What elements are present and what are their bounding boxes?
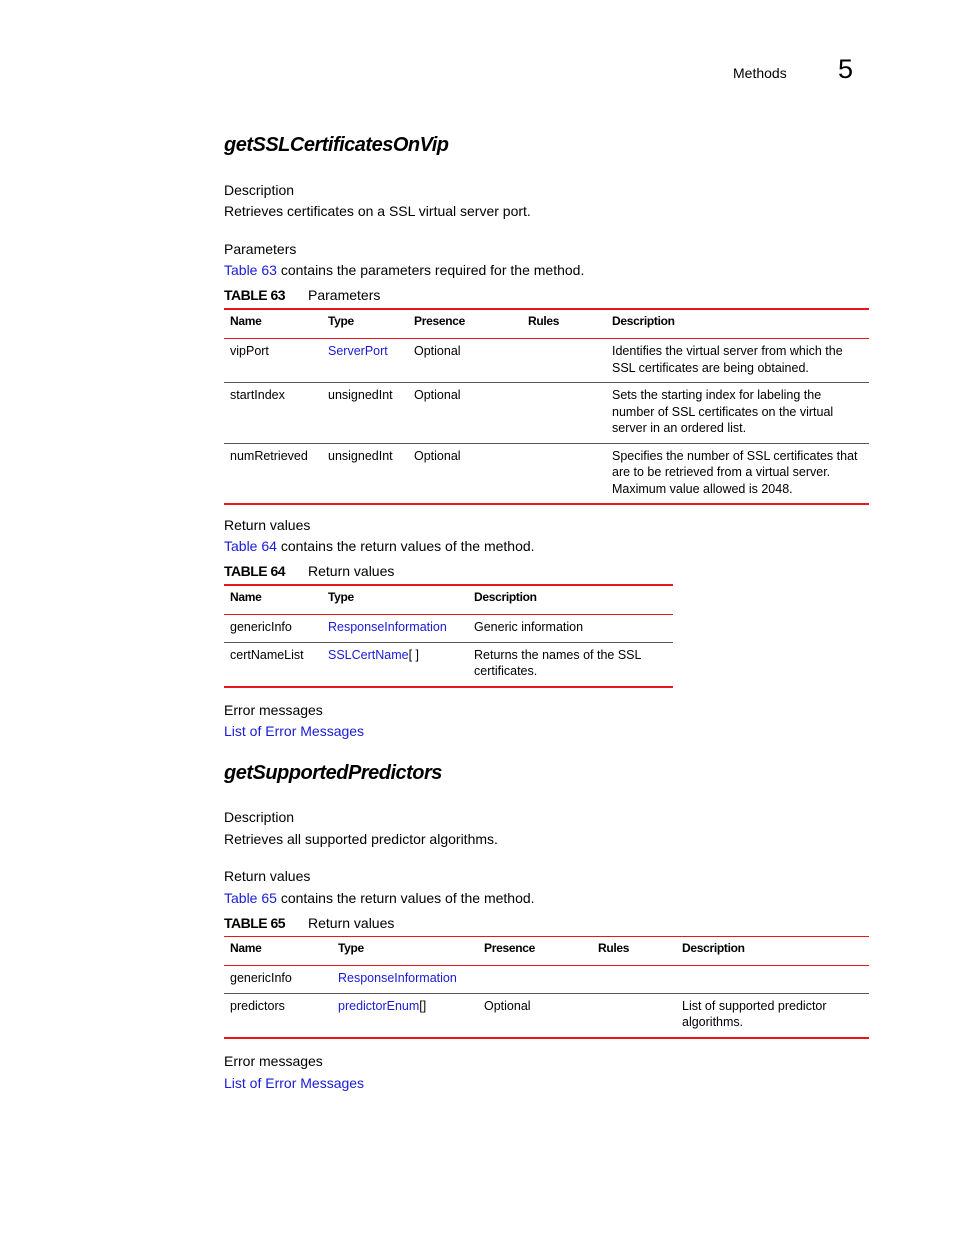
description-heading: Description <box>224 182 295 198</box>
return-rules <box>592 993 676 1038</box>
error-messages-heading: Error messages <box>224 1053 323 1069</box>
param-name: numRetrieved <box>224 443 322 504</box>
column-header: Presence <box>478 937 592 966</box>
table-row <box>224 966 869 994</box>
param-presence: Optional <box>408 339 522 383</box>
method-title: getSupportedPredictors <box>224 762 442 784</box>
param-rules <box>522 339 606 383</box>
param-description: Specifies the number of SSL certificates that are to be retrieved from a virtual server. Maximum value allowed is 2048. <box>606 443 869 504</box>
type-link[interactable]: predictorEnum <box>338 998 420 1013</box>
return-rules <box>592 966 676 994</box>
error-messages-link[interactable]: List of Error Messages <box>224 1075 365 1091</box>
param-name: startIndex <box>224 383 322 444</box>
table-63-caption <box>224 287 381 303</box>
param-rules <box>522 443 606 504</box>
table-65-caption <box>224 915 395 931</box>
return-name: genericInfo <box>224 966 332 994</box>
return-values-intro <box>224 538 535 554</box>
table-label: TABLE 64 <box>224 563 286 579</box>
parameters-table <box>224 308 869 505</box>
table-row <box>224 642 673 687</box>
return-description <box>676 966 869 994</box>
return-description: Generic information <box>468 615 673 643</box>
return-name: certNameList <box>224 642 322 687</box>
return-values-heading: Return values <box>224 868 311 884</box>
table-65-link[interactable]: Table 65 <box>224 890 277 906</box>
method-title: getSSLCertificatesOnVip <box>224 134 449 156</box>
column-header: Rules <box>522 309 606 339</box>
param-type: unsignedInt <box>322 383 408 444</box>
return-description: Returns the names of the SSL certificates. <box>468 642 673 687</box>
return-intro-text: contains the return values of the method. <box>276 890 535 906</box>
array-suffix: [ ] <box>408 647 420 662</box>
section-name: Methods <box>733 65 787 81</box>
column-header: Name <box>224 585 322 615</box>
param-description: Sets the starting index for labeling the number of SSL certificates on the virtual server in an ordered list. <box>606 383 869 444</box>
table-header-row <box>224 309 869 339</box>
table-63-link[interactable]: Table 63 <box>224 262 277 278</box>
table-row <box>224 443 869 504</box>
return-presence <box>478 966 592 994</box>
parameters-heading: Parameters <box>224 241 297 257</box>
table-row <box>224 339 869 383</box>
column-header: Description <box>468 585 673 615</box>
return-values-table <box>224 584 673 688</box>
return-name: genericInfo <box>224 615 322 643</box>
description-heading: Description <box>224 809 295 825</box>
table-header-row <box>224 937 869 966</box>
description-text: Retrieves certificates on a SSL virtual server port. <box>224 203 531 219</box>
error-messages-link[interactable]: List of Error Messages <box>224 723 365 739</box>
return-name: predictors <box>224 993 332 1038</box>
type-link[interactable]: ServerPort <box>328 344 388 358</box>
param-type: unsignedInt <box>322 443 408 504</box>
parameters-intro-text: contains the parameters required for the method. <box>276 262 585 278</box>
column-header: Description <box>606 309 869 339</box>
return-values-heading: Return values <box>224 517 311 533</box>
type-link[interactable]: SSLCertName <box>328 647 409 662</box>
column-header: Description <box>676 937 869 966</box>
param-presence: Optional <box>408 383 522 444</box>
parameters-intro <box>224 262 584 278</box>
return-values-intro <box>224 890 535 906</box>
table-header-row <box>224 585 673 615</box>
column-header: Type <box>332 937 478 966</box>
column-header: Name <box>224 309 322 339</box>
table-64-caption <box>224 563 395 579</box>
table-title: Return values <box>308 915 395 931</box>
return-intro-text: contains the return values of the method. <box>276 538 535 554</box>
table-label: TABLE 65 <box>224 915 286 931</box>
chapter-number: 5 <box>838 54 854 84</box>
column-header: Type <box>322 309 408 339</box>
table-row <box>224 383 869 444</box>
column-header: Type <box>322 585 468 615</box>
column-header: Rules <box>592 937 676 966</box>
return-description: List of supported predictor algorithms. <box>676 993 869 1038</box>
table-title: Parameters <box>308 287 381 303</box>
param-rules <box>522 383 606 444</box>
param-name: vipPort <box>224 339 322 383</box>
error-messages-heading: Error messages <box>224 702 323 718</box>
table-row <box>224 993 869 1038</box>
type-link[interactable]: ResponseInformation <box>338 971 457 985</box>
return-presence: Optional <box>478 993 592 1038</box>
type-link[interactable]: ResponseInformation <box>328 620 447 634</box>
return-values-table <box>224 936 869 1039</box>
array-suffix: [] <box>419 998 427 1013</box>
param-presence: Optional <box>408 443 522 504</box>
param-description: Identifies the virtual server from which the SSL certificates are being obtained. <box>606 339 869 383</box>
table-title: Return values <box>308 563 395 579</box>
column-header: Name <box>224 937 332 966</box>
table-row <box>224 615 673 643</box>
table-label: TABLE 63 <box>224 287 286 303</box>
column-header: Presence <box>408 309 522 339</box>
description-text: Retrieves all supported predictor algorithms. <box>224 831 498 847</box>
table-64-link[interactable]: Table 64 <box>224 538 277 554</box>
